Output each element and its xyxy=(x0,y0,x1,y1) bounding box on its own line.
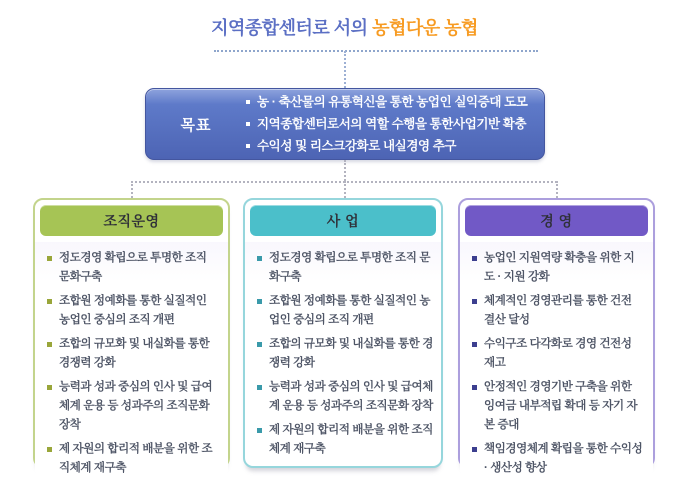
bullet-square-icon xyxy=(47,299,52,304)
column-item: 체계적인 경영관리를 통한 건전 결산 달성 xyxy=(472,292,645,330)
goal-item-list xyxy=(246,91,544,157)
page-title-main: 지역종합센터로 서의 xyxy=(211,18,368,38)
column-item: 정도경영 확립으로 투명한 조직 문화구축 xyxy=(47,249,220,287)
goal-item: 지역종합센터로서의 역할 수행을 통한사업기반 확충 xyxy=(246,113,538,135)
column-item: 조합의 규모화 및 내실화를 통한 경쟁력 강화 xyxy=(47,335,220,373)
connector-branch-right xyxy=(556,181,558,198)
column-item: 책임경영체계 확립을 통한 수익성 · 생산성 향상 xyxy=(472,440,645,478)
column-item: 조합원 정예화를 통한 실질적인 농업인 중심의 조직 개편 xyxy=(257,292,433,330)
bullet-square-icon xyxy=(472,256,477,261)
bullet-square-icon xyxy=(47,385,52,390)
column-item: 능력과 성과 중심의 인사 및 급여체계 운용 등 성과주의 조직문화 장착 xyxy=(47,378,220,435)
connector-goal-stem xyxy=(344,160,346,181)
goal-item: 수익성 및 리스크강화로 내실경영 추구 xyxy=(246,135,538,157)
bullet-square-icon xyxy=(257,385,262,390)
column-item: 수익구조 다각화로 경영 건전성 재고 xyxy=(472,335,645,373)
title-divider xyxy=(214,50,538,52)
bullet-square-icon xyxy=(257,256,262,261)
connector-title-goal xyxy=(344,51,346,88)
page-title xyxy=(0,14,689,40)
connector-branch-left xyxy=(131,181,133,198)
bullet-square-icon xyxy=(257,342,262,347)
bullet-square-icon xyxy=(246,100,250,104)
column-item-list xyxy=(35,242,228,478)
column-item: 제 자원의 합리적 배분을 위한 조직체계 재구축 xyxy=(47,440,220,478)
bullet-square-icon xyxy=(47,256,52,261)
bullet-square-icon xyxy=(257,299,262,304)
column-item-list xyxy=(460,242,653,478)
column-item: 안정적인 경영기반 구축을 위한 잉여금 내부적립 확대 등 자기 자본 증대 xyxy=(472,378,645,435)
column-header-business: 사 업 xyxy=(250,205,436,236)
bullet-square-icon xyxy=(257,428,262,433)
bullet-square-icon xyxy=(472,299,477,304)
column-header-management: 경 영 xyxy=(465,205,648,236)
column-organization xyxy=(33,198,230,474)
bullet-square-icon xyxy=(472,447,477,452)
column-header-organization: 조직운영 xyxy=(40,205,223,236)
column-item: 조합원 정예화를 통한 실질적인 농업인 중심의 조직 개편 xyxy=(47,292,220,330)
bullet-square-icon xyxy=(47,447,52,452)
column-item: 농업인 지원역량 확충을 위한 지도 · 지원 강화 xyxy=(472,249,645,287)
goal-label: 목표 xyxy=(180,116,212,134)
column-item: 정도경영 확립으로 투명한 조직 문화구축 xyxy=(257,249,433,287)
column-business xyxy=(243,198,443,468)
goal-item: 농 · 축산물의 유통혁신을 통한 농업인 실익증대 도모 xyxy=(246,91,538,113)
column-item-list xyxy=(245,242,441,459)
column-item: 제 자원의 합리적 배분을 위한 조직체계 재구축 xyxy=(257,421,433,459)
column-item: 조합의 규모화 및 내실화를 통한 경쟁력 강화 xyxy=(257,335,433,373)
page-title-accent: 농협다운 농협 xyxy=(372,18,478,38)
bullet-square-icon xyxy=(47,342,52,347)
bullet-square-icon xyxy=(246,144,250,148)
bullet-square-icon xyxy=(472,385,477,390)
goal-box xyxy=(145,88,545,160)
bullet-square-icon xyxy=(246,122,250,126)
connector-branch-center xyxy=(344,181,346,198)
column-item: 능력과 성과 중심의 인사 및 급여체계 운용 등 성과주의 조직문화 장착 xyxy=(257,378,433,416)
column-management xyxy=(458,198,655,474)
bullet-square-icon xyxy=(472,342,477,347)
